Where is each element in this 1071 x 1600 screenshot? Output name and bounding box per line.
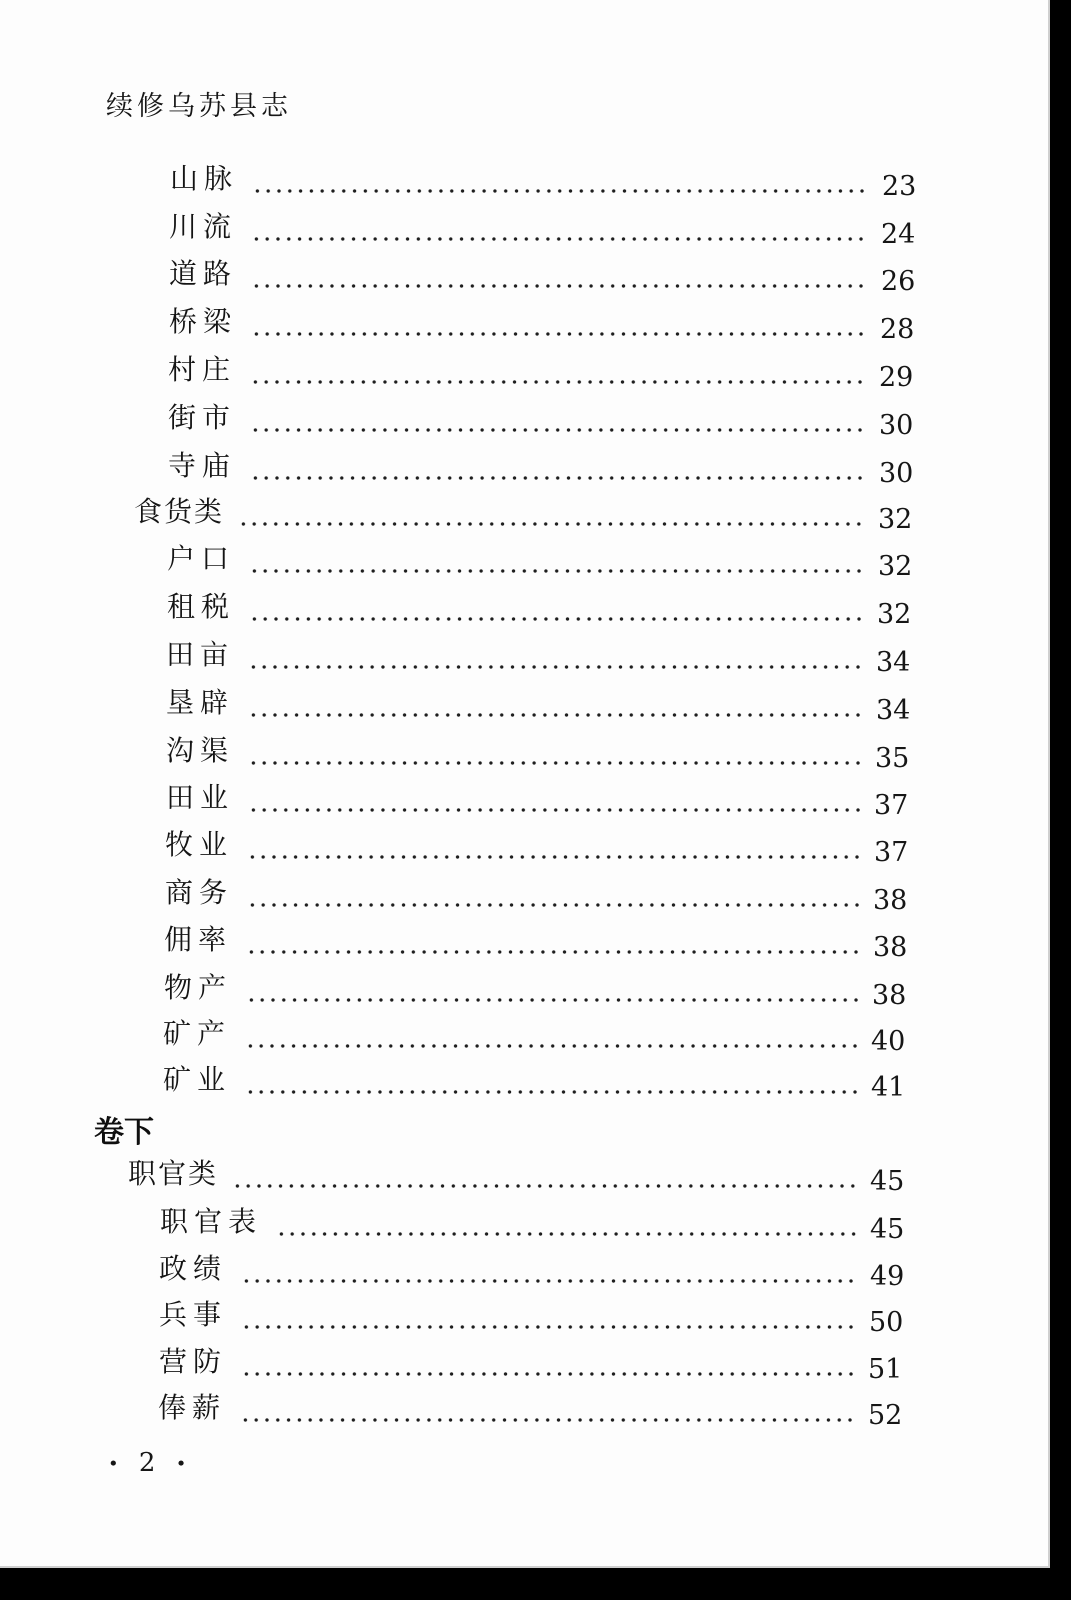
toc-entry [169,305,920,345]
toc-entry-page: 32 [877,599,912,630]
toc-entry-title: 寺庙 [168,449,237,482]
toc-entry-title: 营防 [159,1345,228,1378]
leader-dots [251,305,868,339]
toc-entry-page: 38 [872,980,907,1011]
toc-entry [166,638,916,678]
toc-entry-title: 牧业 [165,828,234,861]
toc-entry-page: 30 [879,410,914,441]
toc-entry [164,923,913,963]
leader-dots [248,638,864,672]
leader-dots [245,1063,859,1097]
toc-entry-page: 28 [880,314,915,345]
toc-entry [163,1063,911,1103]
toc-entry-page: 32 [878,504,913,535]
leader-dots [251,210,869,244]
toc-entry-page: 40 [871,1026,906,1057]
running-head: 续修乌苏县志 [106,91,292,122]
toc-entry [169,210,921,250]
leader-dots [276,1205,858,1239]
toc-section-entry [128,1157,910,1197]
leader-dots [247,828,862,862]
toc-entry [165,828,914,868]
toc-entry-title: 村庄 [168,353,237,386]
toc-entry [165,876,913,916]
toc-entry-title: 物产 [164,971,233,1004]
leader-dots [240,1391,856,1425]
toc-entry-page: 26 [881,266,916,297]
toc-entry-page: 23 [882,171,917,202]
toc-section-entry [134,495,918,535]
toc-entry-page: 52 [868,1400,903,1431]
toc-entry-page: 49 [870,1261,905,1292]
toc-entry-page: 32 [878,551,913,582]
toc-entry [164,971,912,1011]
leader-dots [249,590,865,624]
toc-entry-title: 佣率 [164,923,233,956]
toc-entry [160,1205,910,1245]
volume-heading: 卷下 [94,1115,154,1150]
toc-entry [167,590,917,630]
toc-entry [168,401,919,441]
toc-entry-page: 34 [876,695,911,726]
toc-entry-title: 商务 [165,876,234,909]
toc-entry [159,1298,909,1338]
leader-dots [248,686,864,720]
toc-entry-title: 山脉 [170,162,239,195]
toc-entry [159,1345,908,1385]
toc-entry-title: 田亩 [166,638,235,671]
toc-entry-title: 户口 [167,542,236,575]
toc-entry-page: 30 [879,458,914,489]
leader-dots [241,1298,857,1332]
toc-entry-page: 35 [875,743,910,774]
toc-entry-title: 职官表 [160,1205,263,1238]
toc-entry-title: 田业 [166,781,235,814]
leader-dots [249,542,866,576]
leader-dots [246,923,861,957]
toc-entry [170,162,922,202]
toc-entry-title: 俸薪 [158,1391,227,1424]
folio-bullet-left: • [108,1453,125,1475]
toc-entry-page: 51 [868,1354,903,1385]
toc-entry-page: 29 [879,362,914,393]
toc-entry-page: 45 [870,1214,905,1245]
toc-entry [167,542,918,582]
toc-entry-page: 37 [874,837,909,868]
toc-entry-title: 川流 [169,210,238,243]
leader-dots [238,495,866,529]
leader-dots [241,1252,858,1286]
leader-dots [248,734,863,768]
toc-entry [166,781,914,821]
leader-dots [250,353,867,387]
toc-entry-title: 道路 [169,257,238,290]
toc-entry-title: 食货类 [134,495,225,528]
toc-entry-page: 24 [881,219,916,250]
leader-dots [248,781,862,815]
toc-entry-title: 政绩 [159,1252,228,1285]
toc-entry [158,1391,908,1431]
leader-dots [246,971,860,1005]
leader-dots [232,1157,858,1191]
toc-entry-page: 50 [869,1307,904,1338]
toc-entry-title: 街市 [168,401,237,434]
toc-entry-title: 桥梁 [169,305,238,338]
toc-entry-title: 沟渠 [166,734,235,767]
toc-entry [166,686,916,726]
leader-dots [247,876,861,910]
toc-entry-page: 34 [876,647,911,678]
toc-entry-title: 垦辟 [166,686,235,719]
toc-entry-title: 租税 [167,590,236,623]
toc-entry-title: 兵事 [159,1298,228,1331]
page-number: 2 [138,1448,162,1478]
toc-entry-page: 37 [874,790,909,821]
toc-entry [168,353,919,393]
toc-entry-page: 45 [870,1166,905,1197]
toc-entry-page: 38 [873,885,908,916]
toc-entry [169,257,921,297]
leader-dots [250,449,867,483]
folio-bullet-right: • [175,1453,193,1475]
toc-entry-title: 矿产 [163,1017,232,1050]
toc-entry-title: 矿业 [163,1063,232,1096]
toc-entry [159,1252,910,1292]
toc-entry [168,449,919,489]
toc-entry [166,734,915,774]
page-folio [108,1448,192,1478]
leader-dots [245,1017,859,1051]
leader-dots [241,1345,856,1379]
toc-entry-title: 职官类 [128,1157,219,1190]
leader-dots [251,257,869,291]
leader-dots [252,162,870,196]
toc-entry [163,1017,911,1057]
leader-dots [250,401,867,435]
toc-entry-page: 38 [873,932,908,963]
toc-entry-page: 41 [871,1072,906,1103]
